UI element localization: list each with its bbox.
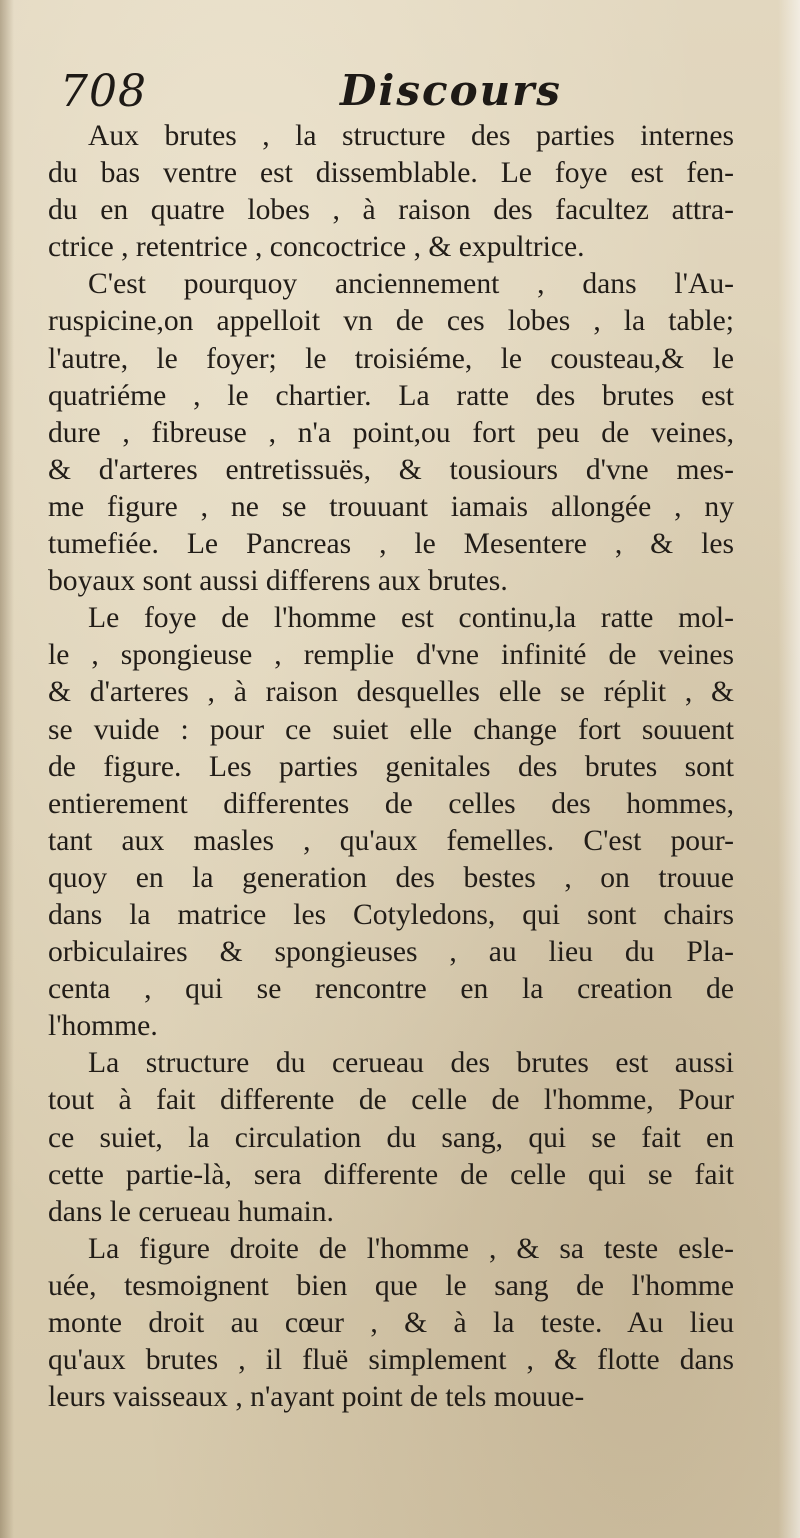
- text-line: du en quatre lobes , à raison des facultez attra-: [48, 194, 734, 227]
- text-line: monte droit au cœur , & à la teste. Au lieu: [48, 1307, 734, 1339]
- text-line: C'est pourquoy anciennement , dans l'Au-: [88, 268, 734, 301]
- text-line: l'autre, le foyer; le troisiéme, le cousteau,& le: [48, 342, 734, 375]
- text-line: me figure , ne se trouuant iamais allongée , ny: [48, 490, 734, 523]
- text-line: tumefiée. Le Pancreas , le Mesentere , & les: [48, 528, 734, 561]
- text-line: & d'arteres , à raison desquelles elle se réplit , &: [48, 676, 734, 709]
- text-line: Le foye de l'homme est continu,la ratte mol-: [88, 602, 734, 635]
- text-line: ce suiet, la circulation du sang, qui se fait en: [48, 1121, 734, 1154]
- text-line: leurs vaisseaux , n'ayant point de tels mouue-: [48, 1381, 585, 1414]
- paragraph: [48, 1045, 734, 1230]
- text-line: ruspicine,on appelloit vn de ces lobes , la table;: [48, 305, 734, 338]
- text-line: du bas ventre est dissemblable. Le foye est fen-: [48, 157, 734, 190]
- page-header: [60, 66, 740, 122]
- text-line: boyaux sont aussi differens aux brutes.: [48, 565, 508, 598]
- text-line: dans la matrice les Cotyledons, qui sont chairs: [48, 898, 734, 931]
- body-text: [48, 118, 734, 1416]
- text-line: quatriéme , le chartier. La ratte des brutes est: [48, 379, 734, 412]
- paragraph: [48, 600, 734, 1045]
- text-line: uée, tesmoignent bien que le sang de l'homme: [48, 1269, 734, 1302]
- text-line: dans le cerueau humain.: [48, 1195, 334, 1228]
- text-line: ctrice , retentrice , concoctrice , & expultrice.: [48, 231, 585, 264]
- text-line: tant aux masles , qu'aux femelles. C'est pour-: [48, 824, 734, 857]
- text-line: & d'arteres entretissuës, & tousiours d'vne mes-: [48, 453, 734, 486]
- text-line: le , spongieuse , remplie d'vne infinité de veines: [48, 639, 734, 672]
- text-line: cette partie-là, sera differente de celle qui se fait: [48, 1158, 734, 1191]
- text-line: La figure droite de l'homme , & sa teste esle-: [88, 1232, 734, 1265]
- text-line: centa , qui se rencontre en la creation de: [48, 973, 734, 1006]
- text-line: La structure du cerueau des brutes est aussi: [88, 1047, 734, 1080]
- paragraph: [48, 1231, 734, 1416]
- text-line: se vuide : pour ce suiet elle change fort souuent: [48, 713, 734, 746]
- text-line: orbiculaires & spongieuses , au lieu du Pla-: [48, 936, 734, 969]
- text-line: tout à fait differente de celle de l'homme, Pour: [48, 1084, 734, 1117]
- paragraph: [48, 118, 734, 266]
- text-line: l'homme.: [48, 1010, 158, 1043]
- paragraph: [48, 266, 734, 600]
- text-line: qu'aux brutes , il fluë simplement , & flotte dans: [48, 1344, 734, 1377]
- text-line: entierement differentes de celles des hommes,: [48, 787, 734, 820]
- text-line: de figure. Les parties genitales des brutes sont: [48, 750, 734, 783]
- page-number: 708: [60, 66, 147, 117]
- text-line: dure , fibreuse , n'a point,ou fort peu de veines,: [48, 416, 734, 449]
- text-line: quoy en la generation des bestes , on trouue: [48, 861, 734, 894]
- text-line: Aux brutes , la structure des parties internes: [88, 120, 734, 152]
- running-head: Discours: [340, 66, 562, 115]
